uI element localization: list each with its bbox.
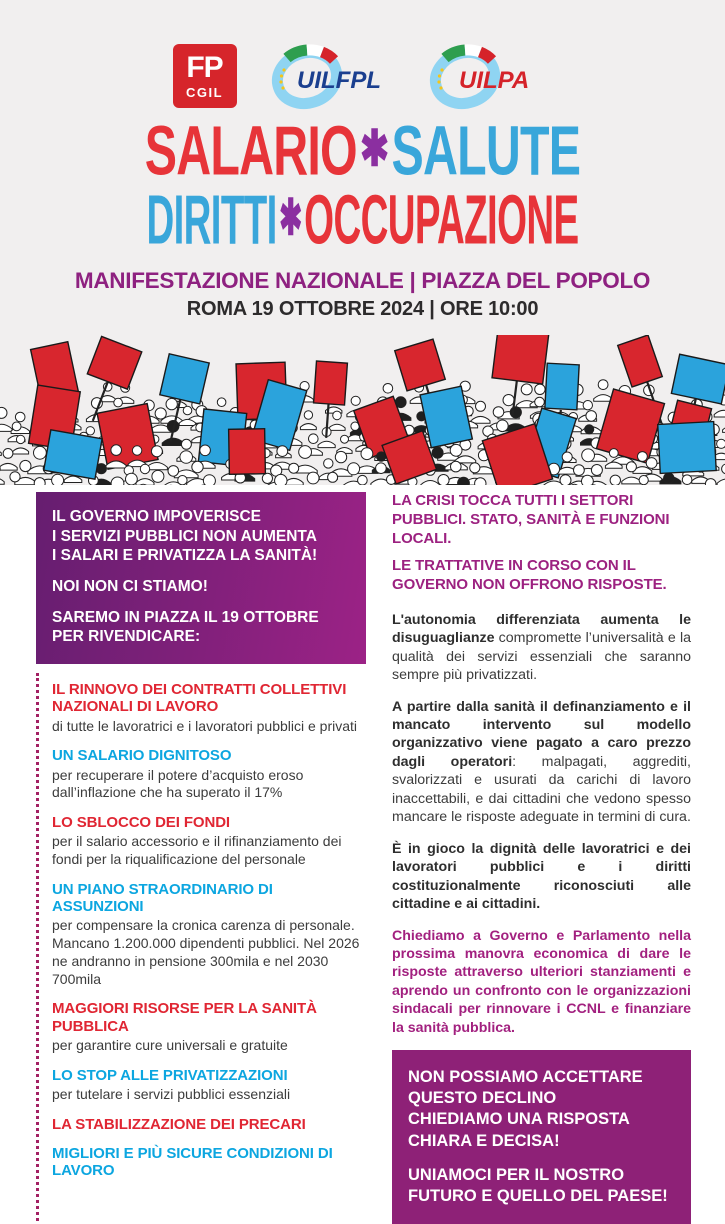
- title-word-salute: SALUTE: [392, 113, 581, 190]
- title-word-salario: SALARIO: [145, 113, 357, 190]
- crowd-illustration: [0, 335, 725, 485]
- final-statement-box: [392, 1050, 691, 1224]
- poster-top-section: [0, 0, 725, 485]
- intro-statement-2: NOI NON CI STIAMO!: [52, 577, 352, 597]
- svg-text:UILFPL: UILFPL: [297, 67, 381, 94]
- poster-title-line1: [80, 118, 646, 186]
- list-item: UN PIANO STRAORDINARIO DI ASSUNZIONI per compensare la cronica carenza di personale. Mancano 1.200.000 dipendenti pubblici. Nel 2026 ne andranno in pensione 300mila e nel 2030 700mila: [52, 881, 366, 989]
- body-paragraph-2: A partire dalla sanità il definanziamento e il mancato intervento sul modello organizzativo viene pagato a caro prezzo dagli operatori: malpagati, aggrediti, svalorizzati e usurati da carichi di lavoro inaccettabili, e dai cittadini che vedono spesso mancare le risposte adeguate in termini di cura.: [392, 698, 691, 827]
- demands-list: [36, 673, 366, 1221]
- list-item: MAGGIORI RISORSE PER LA SANITÀ PUBBLICA per garantire cure universali e gratuite: [52, 1000, 366, 1054]
- list-item: MIGLIORI E PIÙ SICURE CONDIZIONI DI LAVORO: [52, 1145, 366, 1180]
- poster-title-line2: [138, 187, 588, 255]
- intro-statement-1: IL GOVERNO IMPOVERISCE I SERVIZI PUBBLICI NON AUMENTA I SALARI E PRIVATIZZA LA SANITÀ!: [52, 507, 352, 566]
- final-statement-1: NON POSSIAMO ACCETTARE QUESTO DECLINO CHIEDIAMO UNA RISPOSTA CHIARA E DECISA!: [408, 1067, 675, 1151]
- right-column: [392, 492, 691, 1224]
- body-paragraph-1: L'autonomia differenziata aumenta le disuguaglianze compromette l’universalità e la qualità dei servizi essenziali che saranno sempre più privatizzati.: [392, 611, 691, 685]
- body-paragraph-4: Chiediamo a Governo e Parlamento nella prossima manovra economica di dare le risposte attraverso ulteriori stanziamenti e aprendo un confronto con le organizzazioni sindacali per rinnovare i CCNL e finanziare la sanità pubblica.: [392, 927, 691, 1038]
- list-item: LO STOP ALLE PRIVATIZZAZIONI per tutelare i servizi pubblici essenziali: [52, 1067, 366, 1104]
- final-statement-2: UNIAMOCI PER IL NOSTRO FUTURO E QUELLO DEL PAESE!: [408, 1165, 675, 1207]
- poster-title: [0, 122, 725, 252]
- intro-statement-3: SAREMO IN PIAZZA IL 19 OTTOBRE PER RIVENDICARE:: [52, 608, 352, 647]
- uilpa-logo: [425, 40, 553, 112]
- uilfpl-logo: [267, 40, 395, 112]
- title-word-diritti: DIRITTI: [146, 182, 276, 259]
- title-word-occupazione: OCCUPAZIONE: [304, 182, 578, 259]
- svg-text:UILPA: UILPA: [459, 67, 529, 94]
- negotiations-heading: LE TRATTATIVE IN CORSO CON IL GOVERNO NON OFFRONO RISPOSTE.: [392, 557, 691, 595]
- content-columns: [0, 485, 725, 1224]
- list-item: UN SALARIO DIGNITOSO per recuperare il potere d’acquisto eroso dall’inflazione che ha superato il 17%: [52, 747, 366, 802]
- fpcgil-logo: FP CGIL: [173, 44, 237, 108]
- crisis-heading: LA CRISI TOCCA TUTTI I SETTORI PUBBLICI. STATO, SANITÀ E FUNZIONI LOCALI.: [392, 492, 691, 548]
- list-item: LO SBLOCCO DEI FONDI per il salario accessorio e il rifinanziamento dei fondi per la riqualificazione del personale: [52, 814, 366, 869]
- list-item: IL RINNOVO DEI CONTRATTI COLLETTIVI NAZIONALI DI LAVORO di tutte le lavoratrici e i lavoratori pubblici e privati: [52, 681, 366, 735]
- list-item: LA STABILIZZAZIONE DEI PRECARI: [52, 1116, 366, 1133]
- body-paragraph-3: È in gioco la dignità delle lavoratrici e dei lavoratori pubblici e i diritti costituzionalmente riconosciuti alle cittadine e ai cittadini.: [392, 840, 691, 914]
- intro-statement-box: [36, 492, 366, 664]
- event-subtitle: MANIFESTAZIONE NAZIONALE | PIAZZA DEL POPOLO: [0, 268, 725, 294]
- asterisk-icon: ✱: [277, 190, 305, 245]
- fpcgil-logo-text: FP: [186, 53, 222, 83]
- asterisk-icon: ✱: [357, 122, 392, 177]
- event-date-time: ROMA 19 OTTOBRE 2024 | ORE 10:00: [0, 298, 725, 321]
- left-column: [36, 492, 366, 1224]
- union-logos-row: [0, 0, 725, 110]
